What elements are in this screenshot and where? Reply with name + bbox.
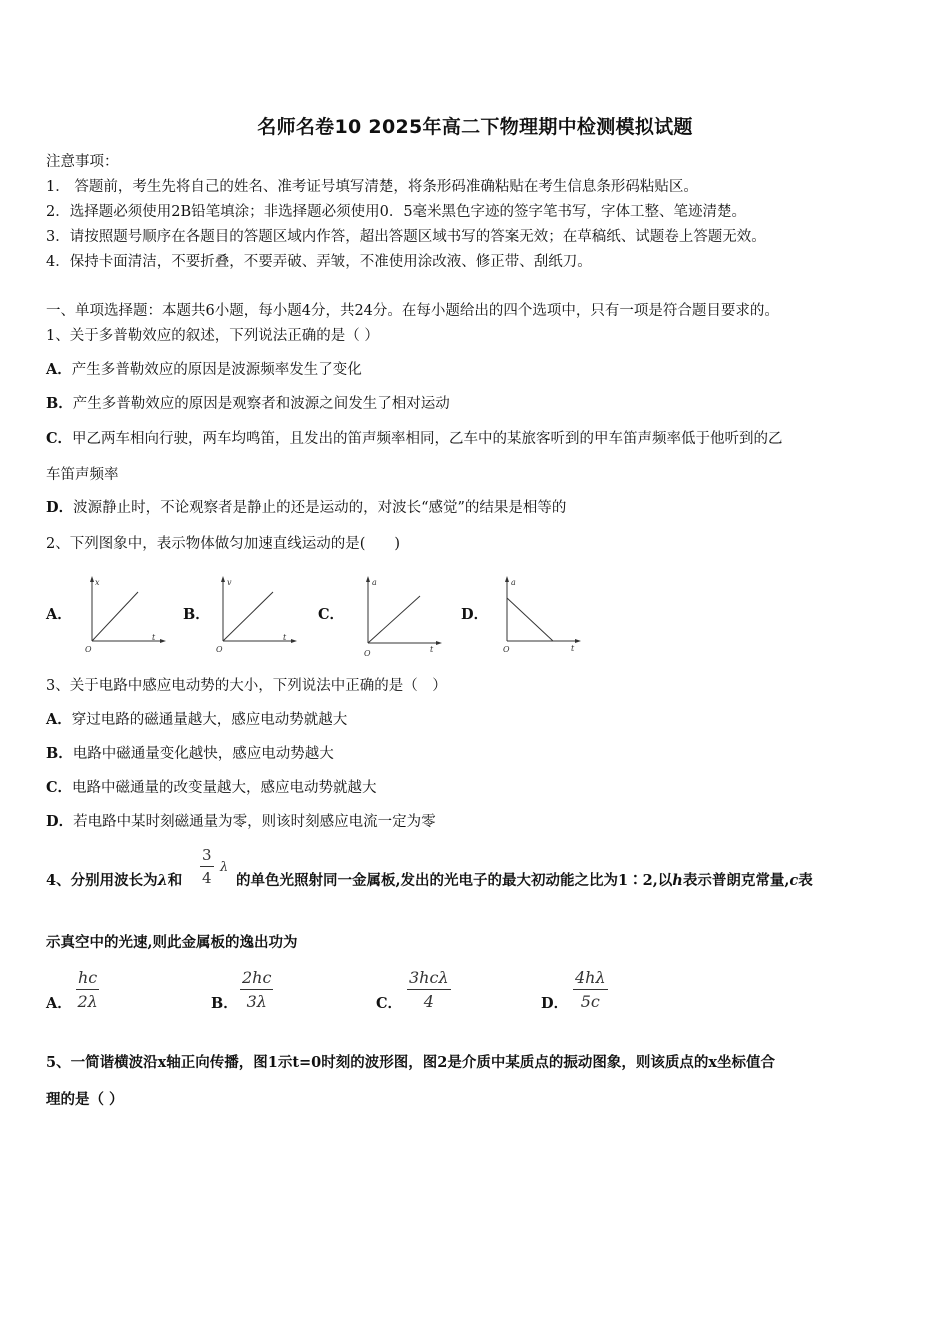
q3-option-d: D．若电路中某时刻磁通量为零，则该时刻感应电流一定为零 xyxy=(46,813,436,830)
q1-stem: 1、关于多普勒效应的叙述，下列说法正确的是（ ） xyxy=(46,328,379,344)
q4-answer-a: $\frac{hc}{2\lambda}$ xyxy=(77,968,98,1011)
q2-graph-b xyxy=(213,574,303,656)
q4-answer-c: 3hcλ 4 xyxy=(409,968,449,1011)
q5-stem: 5、一简谐横波沿x轴正向传播，图1示t=0时刻的波形图，图2是介质中某质点的振动图象，则该质点的x坐标值合 xyxy=(46,1054,775,1071)
y-axis-label: v xyxy=(227,578,232,587)
y-axis-label: a xyxy=(511,578,516,587)
q4-fraction: $\frac{3}{4}$ xyxy=(202,846,212,887)
x-axis-label: t xyxy=(571,644,575,653)
q2-label-d: D． xyxy=(461,606,489,623)
q4-label-d: D． xyxy=(541,995,569,1012)
q1-option-c: C．甲乙两车相向行驶，两车均鸣笛，且发出的笛声频率相同，乙车中的某旅客听到的甲车笛声频率低于他听到的乙 xyxy=(46,430,783,447)
origin-label: O xyxy=(85,645,92,654)
q2-stem: 2、下列图象中，表示物体做匀加速直线运动的是( ) xyxy=(46,536,401,552)
x-axis-label: t xyxy=(152,633,156,642)
q1-option-a: A．产生多普勒效应的原因是波源频率发生了变化 xyxy=(46,361,362,378)
q4-stem-line2: 示真空中的光速,则此金属板的逸出功为 xyxy=(46,934,298,951)
q1-option-d: D．波源静止时，不论观察者是静止的还是运动的，对波长“感觉”的结果是相等的 xyxy=(46,499,567,516)
q4-stem-part2: 的单色光照射同一金属板,发出的光电子的最大初动能之比为1∶2,以h表示普朗克常量,c表 xyxy=(236,872,813,889)
q1-option-b: B．产生多普勒效应的原因是观察者和波源之间发生了相对运动 xyxy=(46,395,450,412)
origin-label: O xyxy=(216,645,223,654)
q3-option-b: B．电路中磁通量变化越快，感应电动势越大 xyxy=(46,745,334,762)
notice-item: 1． 答题前，考生先将自己的姓名、准考证号填写清楚，将条形码准确粘贴在考生信息条形码粘贴区。 xyxy=(46,179,698,195)
y-axis-label: x xyxy=(95,578,100,587)
q4-label-c: C． xyxy=(376,995,403,1012)
notice-item: 2．选择题必须使用2B铅笔填涂；非选择题必须使用0．5毫米黑色字迹的签字笔书写，字体工整、笔迹清楚。 xyxy=(46,204,747,220)
page-title: 名师名卷10 2025年高二下物理期中检测模拟试题 xyxy=(257,116,693,138)
x-axis-label: t xyxy=(283,633,287,642)
origin-label: O xyxy=(503,645,510,654)
q2-label-c: C． xyxy=(318,606,345,623)
q4-answer-d: $\frac{4h\lambda}{5c}$ xyxy=(575,968,606,1011)
y-axis-label: a xyxy=(372,578,377,587)
q2-label-b: B． xyxy=(183,606,210,623)
q2-graph-c xyxy=(358,574,448,658)
q4-label-a: A． xyxy=(46,995,72,1012)
q5-stem-cont: 理的是（ ） xyxy=(46,1091,124,1108)
q4-label-b: B． xyxy=(211,995,238,1012)
origin-label: O xyxy=(364,649,371,658)
notice-item: 3．请按照题号顺序在各题目的答题区域内作答，超出答题区域书写的答案无效；在草稿纸、试题卷上答题无效。 xyxy=(46,229,766,245)
q4-answer-b: $\frac{2hc}{3\lambda}$ xyxy=(242,968,272,1011)
notice-item: 4．保持卡面清洁，不要折叠，不要弄破、弄皱，不准使用涂改液、修正带、刮纸刀。 xyxy=(46,254,592,270)
q3-option-c: C．电路中磁通量的改变量越大，感应电动势就越大 xyxy=(46,779,377,796)
q1-option-c-cont: 车笛声频率 xyxy=(46,467,119,483)
section-heading: 一、单项选择题：本题共6小题，每小题4分，共24分。在每小题给出的四个选项中，只有一项是符合题目要求的。 xyxy=(46,303,779,319)
x-axis-label: t xyxy=(430,645,434,654)
q4-stem-part1: 4、分别用波长为λ和 xyxy=(46,872,183,889)
q2-label-a: A． xyxy=(46,606,72,623)
q2-graph-a xyxy=(82,574,172,656)
notice-heading: 注意事项： xyxy=(46,154,119,170)
q4-fraction-var: λ xyxy=(220,860,229,875)
q3-option-a: A．穿过电路的磁通量越大，感应电动势就越大 xyxy=(46,711,348,728)
q2-graph-d xyxy=(497,574,587,656)
q3-stem: 3、关于电路中感应电动势的大小，下列说法中正确的是（ ） xyxy=(46,678,447,694)
